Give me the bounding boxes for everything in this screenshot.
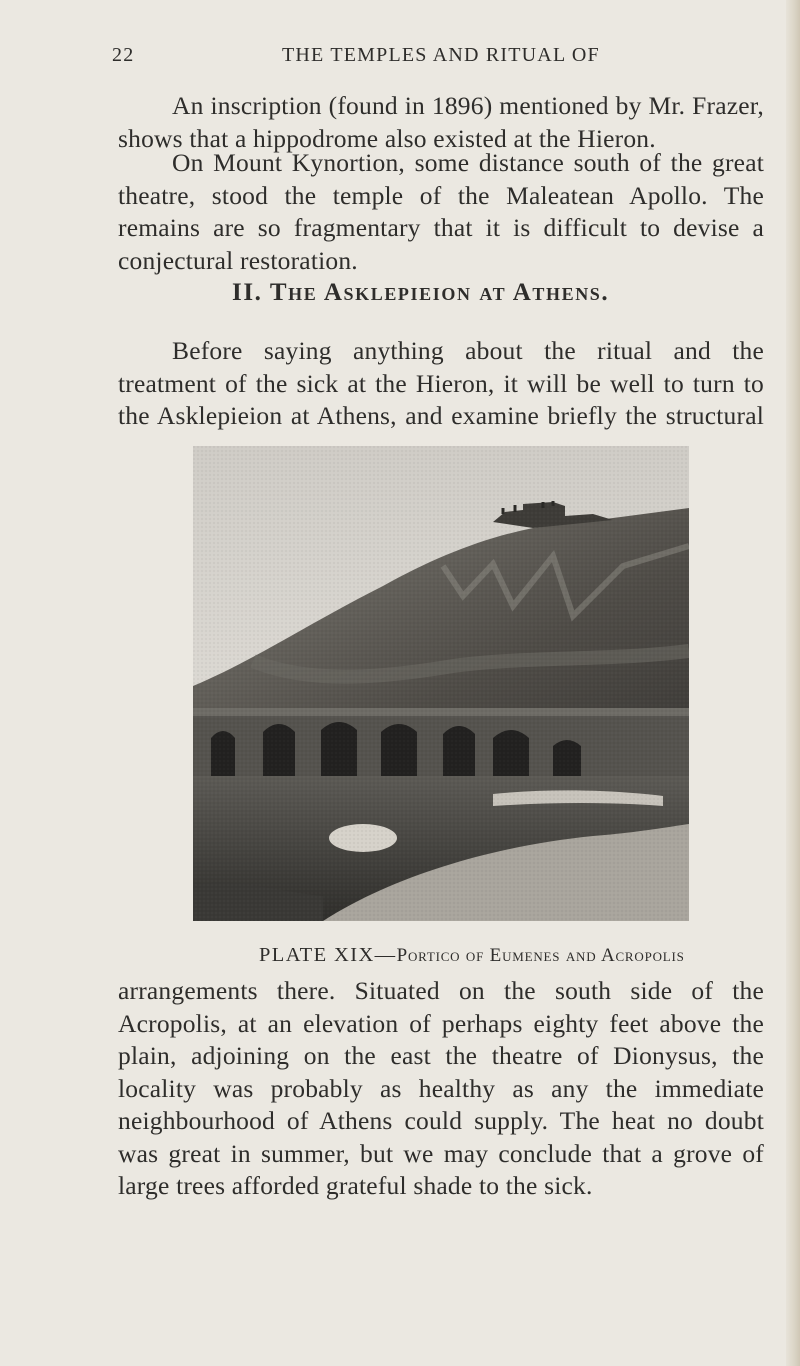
plate-caption <box>259 944 685 967</box>
plate-photograph <box>193 446 689 921</box>
section-heading: II. The Asklepieion at Athens. <box>232 279 610 306</box>
plate-caption-text: Portico of Eumenes and Acropolis <box>396 945 685 966</box>
plate-caption-label: PLATE XIX <box>259 944 375 966</box>
page-number: 22 <box>112 44 135 66</box>
paragraph-hippodrome: An inscription (found in 1896) mentioned by Mr. Frazer, shows that a hippodrome also existed at the Hieron. <box>118 91 764 153</box>
page-edge-shadow <box>786 0 800 1366</box>
plate-caption-separator: — <box>374 944 397 966</box>
paragraph-asklepieion-intro: Before saying anything about the ritual and the treatment of the sick at the Hieron, it will be well to turn to the Asklepieion at Athens, and examine briefly the structural <box>118 336 764 430</box>
paragraph-kynortion: On Mount Kynortion, some distance south of the great theatre, stood the temple of the Maleatean Apollo. The remains are so fragmentary that it is difficult to devise a conjectural restoration. <box>118 148 764 275</box>
running-title: THE TEMPLES AND RITUAL OF <box>282 44 600 66</box>
paragraph-asklepieion-location: arrangements there. Situated on the south side of the Acropolis, at an elevation of perhaps eighty feet above the plain, adjoining on the east the theatre of Dionysus, the locality was probably as healthy as any the immediate neighbourhood of Athens could supply. The heat no doubt was great in summer, but we may conclude that a grove of large trees afforded grateful shade to the sick. <box>118 976 764 1200</box>
running-header <box>112 44 780 78</box>
